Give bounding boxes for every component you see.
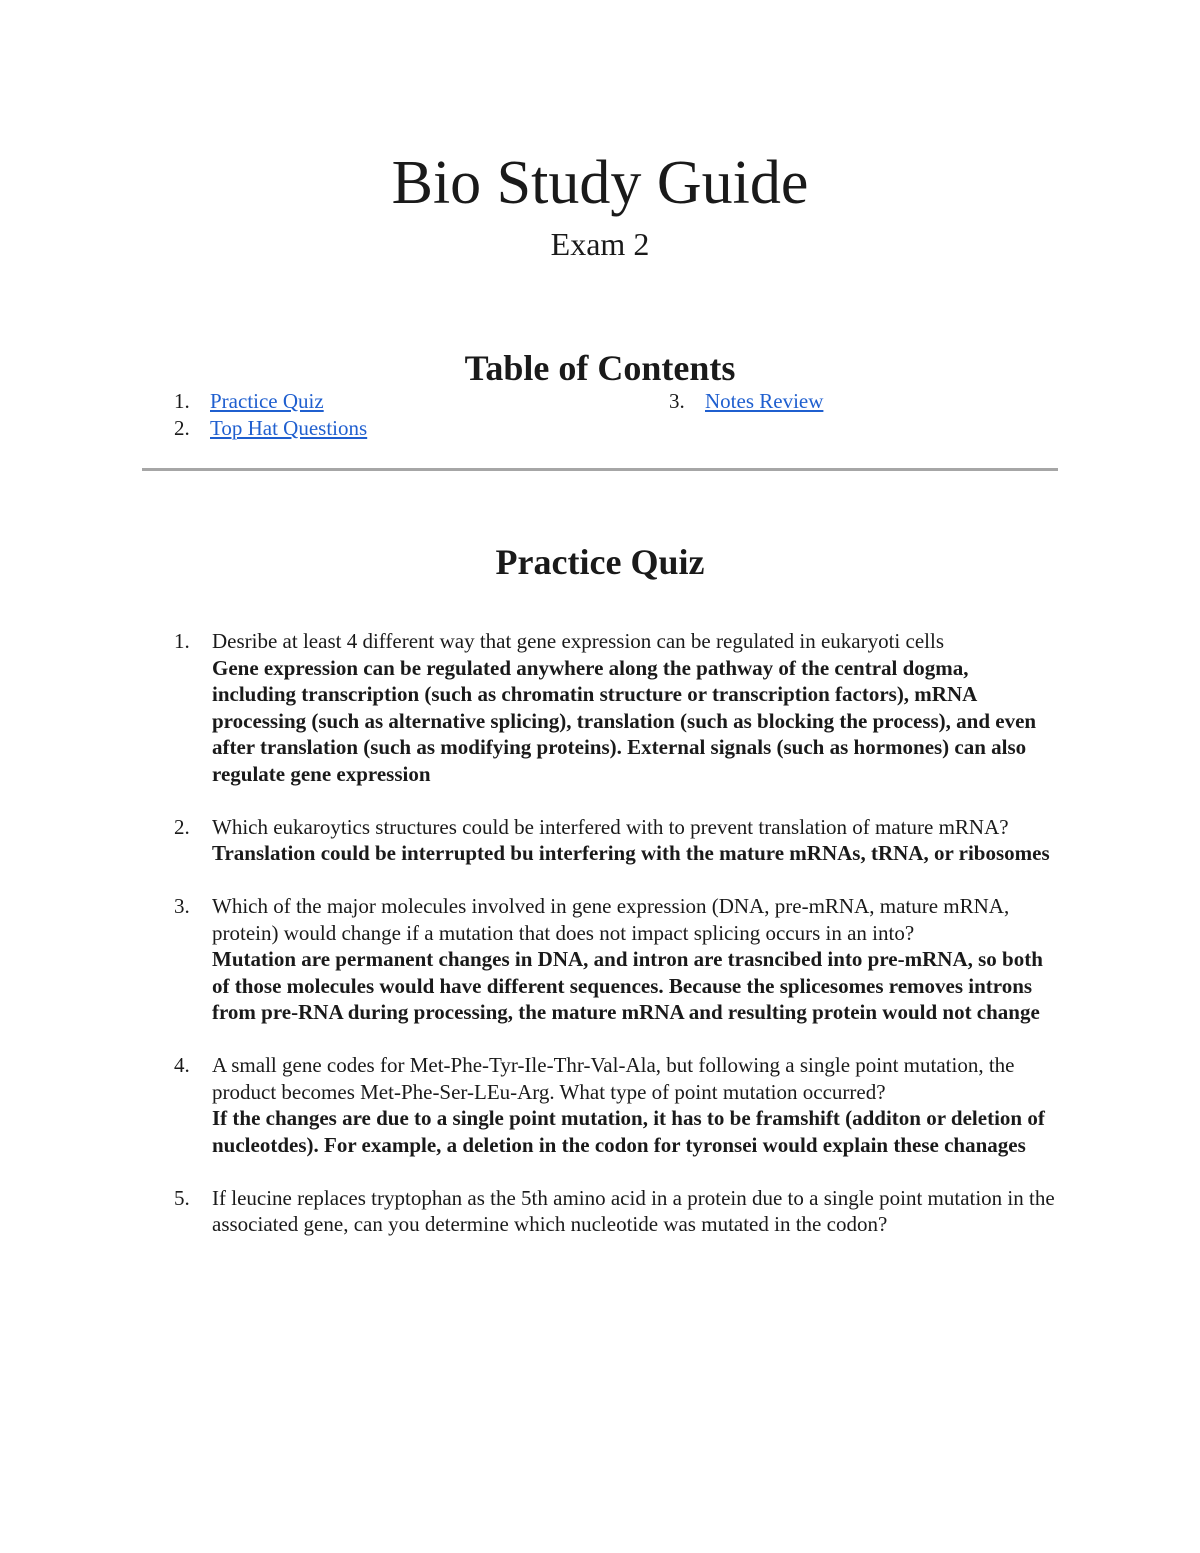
answer-text: Gene expression can be regulated anywhere along the pathway of the central dogma, including transcription (such as chromatin structure or transcription factors), mRNA processing (such as alternative splicing), translation (such as blocking the process), and even after translation (such as modifying proteins). External signals (such as hormones) can also regulate gene expression xyxy=(212,655,1037,786)
question-number: 2. xyxy=(174,814,190,839)
question-text: Desribe at least 4 different way that gene expression can be regulated in eukaryoti cells xyxy=(212,629,944,653)
document-title: Bio Study Guide xyxy=(391,149,809,217)
toc-link-top-hat-questions[interactable]: Top Hat Questions xyxy=(210,416,368,440)
question-number: 4. xyxy=(174,1053,190,1077)
toc-item-number: 3. xyxy=(669,389,685,413)
quiz-question-2 xyxy=(0,814,1057,867)
toc-item-notes-review xyxy=(669,388,823,415)
question-text: A small gene codes for Met-Phe-Tyr-Ile-Thr-Val-Ala, but following a single point mutation, the product becomes Met-Phe-Ser-LEu-Arg. What type of point mutation occurred? xyxy=(212,1053,1015,1104)
toc-heading: Table of Contents xyxy=(464,348,736,388)
answer-text: Mutation are permanent changes in DNA, and intron are trasncibed into pre-mRNA, so both of those molecules would have different sequences. Because the splicesomes removes introns from pre-RNA during processing, the mature mRNA and resulting protein would not change xyxy=(212,947,1043,1024)
question-text: Which eukaroytics structures could be interfered with to prevent translation of mature mRNA? xyxy=(212,814,1009,839)
toc-item-number: 1. xyxy=(174,389,190,413)
toc-item-top-hat-questions xyxy=(174,415,367,442)
quiz-question-1 xyxy=(0,628,1057,787)
question-text: If leucine replaces tryptophan as the 5th amino acid in a protein due to a single point mutation in the associated gene, can you determine which nucleotide was mutated in the codon? xyxy=(212,1185,1055,1236)
practice-quiz-heading: Practice Quiz xyxy=(495,542,705,582)
question-text: Which of the major molecules involved in gene expression (DNA, pre-mRNA, mature mRNA, protein) would change if a mutation that does not impact splicing occurs in an into? xyxy=(212,894,1010,945)
quiz-question-5 xyxy=(0,1185,1057,1238)
question-number: 3. xyxy=(174,894,190,918)
question-number: 5. xyxy=(174,1185,190,1210)
quiz-question-4 xyxy=(0,1052,1057,1158)
practice-quiz-list xyxy=(0,628,1200,1264)
toc-item-number: 2. xyxy=(174,416,190,440)
answer-text: If the changes are due to a single point mutation, it has to be framshift (additon or deletion of nucleotdes). For example, a deletion in the codon for tyronsei would explain these chanages xyxy=(212,1106,1045,1157)
toc-link-notes-review[interactable]: Notes Review xyxy=(705,389,824,413)
quiz-question-3 xyxy=(0,893,1057,1026)
answer-text: Translation could be interrupted bu interfering with the mature mRNAs, tRNA, or ribosomes xyxy=(212,841,1050,865)
document-subtitle: Exam 2 xyxy=(550,226,650,262)
toc-item-practice-quiz xyxy=(174,388,324,415)
toc-link-practice-quiz[interactable]: Practice Quiz xyxy=(210,389,324,413)
question-number: 1. xyxy=(174,629,190,653)
horizontal-divider xyxy=(142,468,1058,471)
